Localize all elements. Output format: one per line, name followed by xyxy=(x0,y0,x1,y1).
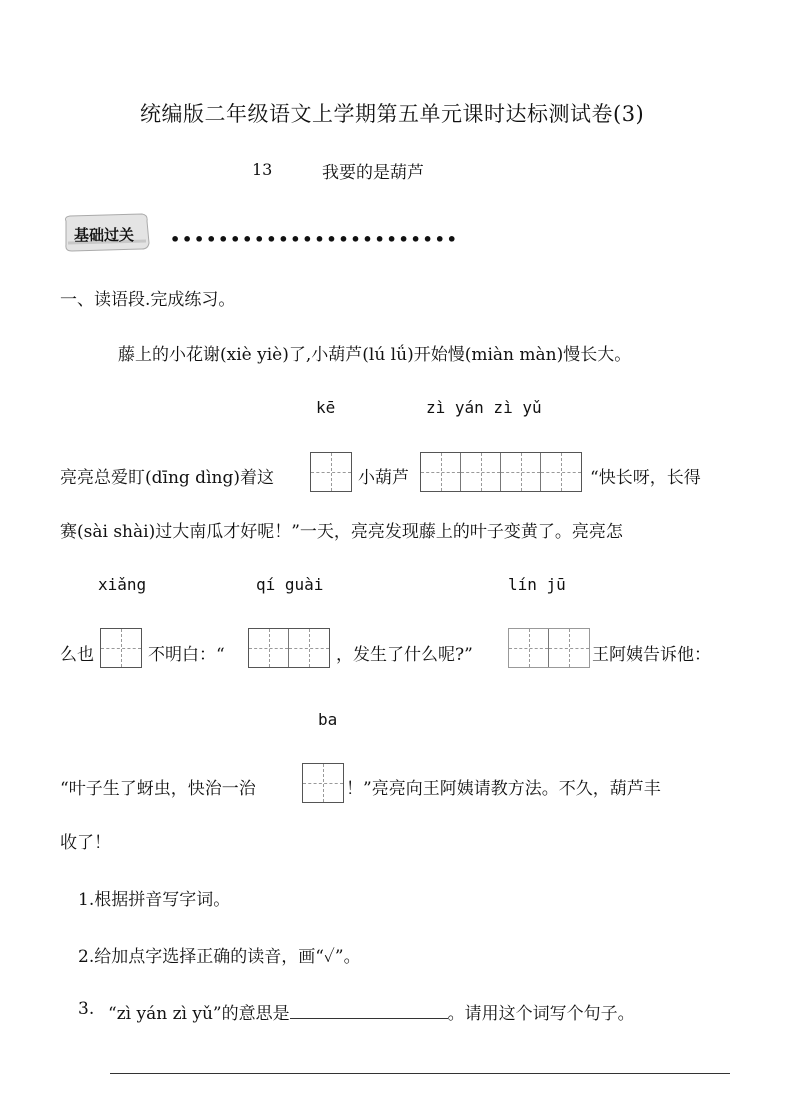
question-3-number: 3. xyxy=(78,999,95,1019)
pinyin-ke: kē xyxy=(316,398,336,417)
paragraph-line-5a: “叶子生了蚜虫，快治一治 xyxy=(60,779,256,799)
section-heading: 一、读语段.完成练习。 xyxy=(60,290,236,310)
answer-blank[interactable] xyxy=(290,1002,448,1019)
paragraph-line-4d: 王阿姨告诉他： xyxy=(592,645,711,665)
pinyin-xiang: xiǎng xyxy=(98,575,147,594)
question-3 xyxy=(108,999,635,1024)
paragraph-line-2a: 亮亮总爱盯(dīng dìng)着这 xyxy=(60,468,274,488)
paragraph-line-2c: “快长呀，长得 xyxy=(590,468,701,488)
question-1: 1.根据拼音写字词。 xyxy=(78,890,231,910)
paragraph-line-6: 收了！ xyxy=(60,833,111,853)
paragraph-line-4a: 么也 xyxy=(60,645,94,665)
paragraph-line-5b: ！”亮亮向王阿姨请教方法。不久，葫芦丰 xyxy=(346,779,661,799)
writing-grid-linju[interactable] xyxy=(508,628,590,668)
question-3-prompt: “zì yán zì yǔ”的意思是 xyxy=(108,1004,290,1024)
answer-line[interactable] xyxy=(110,1073,730,1074)
paragraph-line-3: 赛(sài shài)过大南瓜才好呢！”一天，亮亮发现藤上的叶子变黄了。亮亮怎 xyxy=(60,522,623,542)
paragraph-line-4b: 不明白：“ xyxy=(148,645,225,665)
paragraph-line-4c: ，发生了什么呢?” xyxy=(336,645,473,665)
paragraph-line-1: 藤上的小花谢(xiè yiè)了,小葫芦(lú lǘ)开始慢(miàn màn)慢长大。 xyxy=(118,345,632,365)
lesson-title: 我要的是葫芦 xyxy=(322,163,424,183)
writing-grid-ke[interactable] xyxy=(310,452,352,492)
pinyin-ziyanziyu: zì yán zì yǔ xyxy=(426,398,542,417)
writing-grid-ba[interactable] xyxy=(302,763,344,803)
section-badge-label: 基础过关 xyxy=(74,226,135,244)
writing-grid-qiguai[interactable] xyxy=(248,628,330,668)
paragraph-line-2b: 小葫芦 xyxy=(358,468,409,488)
question-3-instruction: 。请用这个词写个句子。 xyxy=(447,1004,635,1024)
pinyin-qiguai: qí guài xyxy=(256,575,324,594)
pinyin-ba: ba xyxy=(318,710,338,729)
writing-grid-ziyanziyu[interactable] xyxy=(420,452,582,492)
question-2: 2.给加点字选择正确的读音，画“✓”。 xyxy=(78,947,361,967)
pinyin-linju: lín jū xyxy=(508,575,566,594)
dotted-divider: •••••••••••••••••••••••• xyxy=(170,230,459,249)
page-title: 统编版二年级语文上学期第五单元课时达标测试卷(3) xyxy=(140,102,645,126)
lesson-number: 13 xyxy=(252,160,273,179)
writing-grid-xiang[interactable] xyxy=(100,628,142,668)
